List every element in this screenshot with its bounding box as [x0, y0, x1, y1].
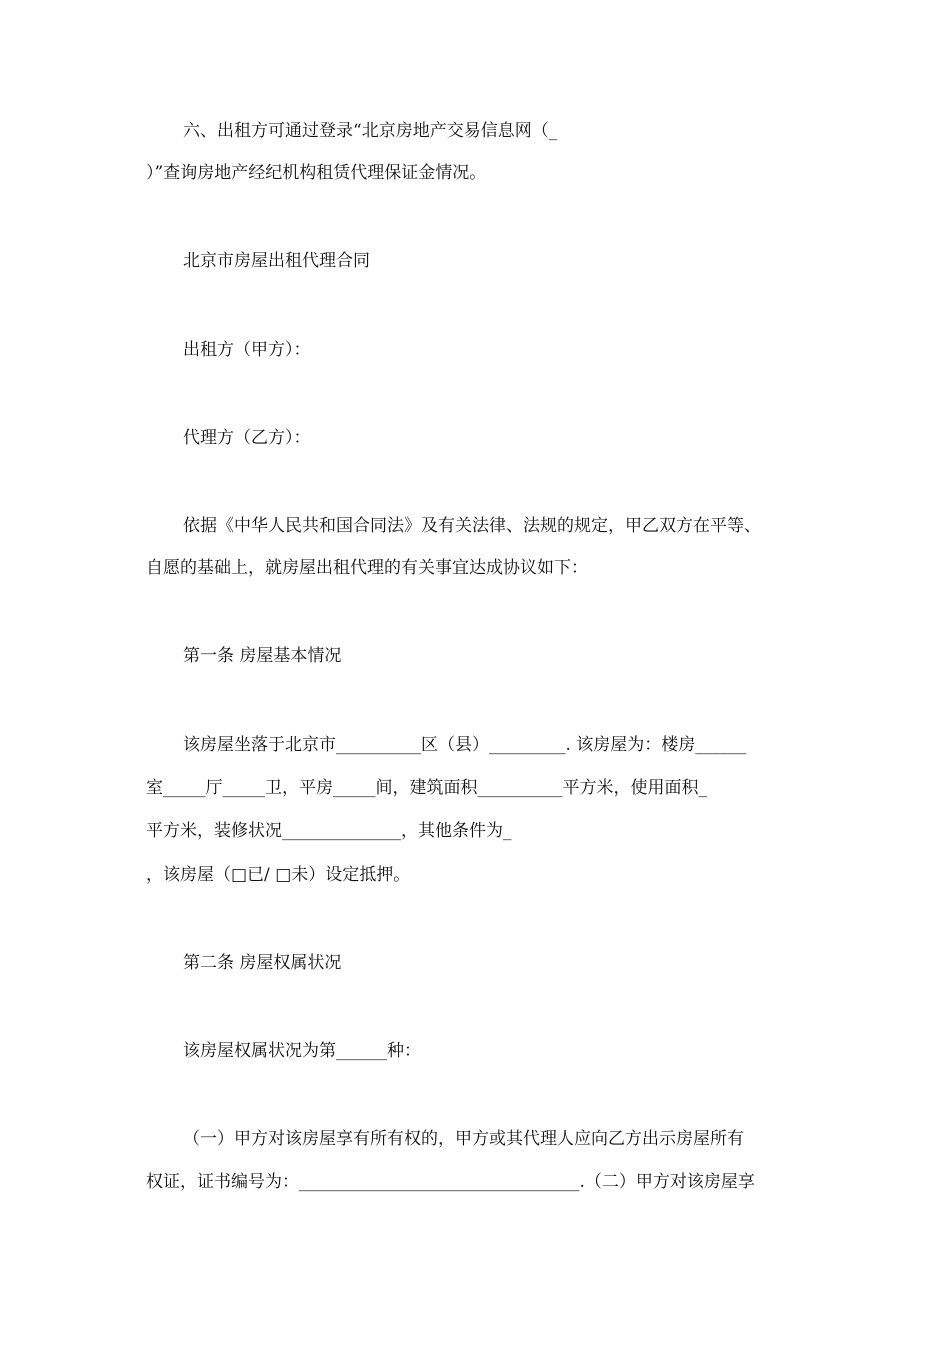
contract-title: 北京市房屋出租代理合同 [183, 251, 370, 271]
preamble-line2: 自愿的基础上，就房屋出租代理的有关事宜达成协议如下： [146, 558, 588, 578]
article1-heading: 第一条 房屋基本情况 [183, 646, 342, 666]
clause6-line1: 六、出租方可通过登录“北京房地产交易信息网（_ [183, 121, 558, 141]
ownership-line2: 权证，证书编号为：_________________________________.（二）甲方对该房屋享 [146, 1172, 755, 1192]
party-a-label: 出租方（甲方）： [183, 340, 311, 360]
article1-line4: ，该房屋（□已/ □未）设定抵押。 [146, 865, 411, 885]
party-b-label: 代理方（乙方）： [183, 428, 311, 448]
article2-heading: 第二条 房屋权属状况 [183, 953, 342, 973]
article2-line1: 该房屋权属状况为第______种： [183, 1041, 421, 1061]
article1-line1: 该房屋坐落于北京市__________区（县）_________. 该房屋为：楼房______ [183, 735, 747, 755]
clause6-line2: ）”查询房地产经纪机构租赁代理保证金情况。 [146, 163, 487, 183]
article1-line2: 室_____厅_____卫，平房_____间，建筑面积__________平方米，使用面积_ [146, 778, 707, 798]
preamble-line1: 依据《中华人民共和国合同法》及有关法律、法规的规定，甲乙双方在平等、 [183, 516, 761, 536]
article1-line3: 平方米，装修状况______________，其他条件为_ [146, 821, 512, 841]
ownership-line1: （一）甲方对该房屋享有所有权的，甲方或其代理人应向乙方出示房屋所有 [183, 1129, 744, 1149]
